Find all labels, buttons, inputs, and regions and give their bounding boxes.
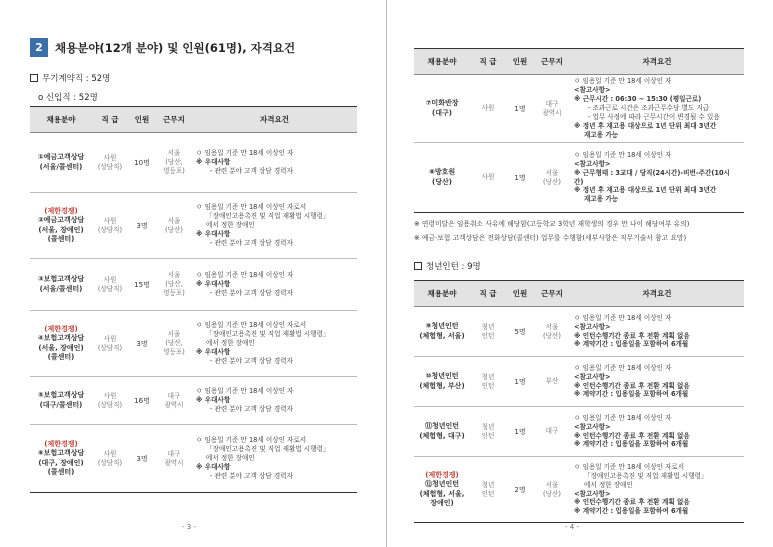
grade-cell: 사원 (상담직) bbox=[92, 193, 128, 259]
field-name-cell bbox=[30, 425, 92, 493]
field-name-cell bbox=[30, 133, 92, 193]
restriction-tag: (제한경쟁) bbox=[425, 470, 459, 479]
workplace-cell: 서울 (당산) bbox=[534, 143, 570, 213]
page-number: - 3 - bbox=[182, 523, 196, 531]
page-left bbox=[0, 0, 386, 547]
count-cell: 1명 bbox=[506, 357, 534, 407]
requirements-cell bbox=[570, 75, 744, 143]
requirement-line: - 관련 분야 고객 상담 경력자 bbox=[210, 404, 293, 413]
requirements-cell bbox=[570, 143, 744, 213]
requirement-line: ※ 인턴수행기간 종료 후 전환 계획 없음 bbox=[574, 498, 690, 507]
subheading-new-hire: o 신입직 : 52명 bbox=[38, 93, 98, 103]
requirement-line: - 관련 분야 고객 상담 경력자 bbox=[210, 356, 293, 365]
table-row bbox=[414, 143, 744, 213]
requirement-line: <참고사항> bbox=[574, 372, 611, 381]
recruit-table-right-bottom bbox=[414, 280, 744, 523]
workplace-cell: 서울 (당산) bbox=[534, 307, 570, 357]
section-header bbox=[30, 38, 295, 57]
column-header: 인원 bbox=[506, 49, 534, 75]
requirement-line: ㅇ 임용일 기준 만 18세 이상인 자 bbox=[196, 387, 294, 396]
requirement-line: - 조과근로 시간은 조과근무수당 별도 지급 bbox=[588, 104, 710, 113]
section-number: 2 bbox=[30, 38, 48, 57]
workplace-cell: 대구 광역시 bbox=[534, 75, 570, 143]
field-name-cell bbox=[30, 193, 92, 259]
workplace-cell: 서울 (당산) bbox=[534, 457, 570, 523]
grade-cell: 사원 bbox=[470, 143, 506, 213]
field-name bbox=[30, 153, 92, 172]
requirements-cell bbox=[192, 377, 357, 425]
workplace-cell: 서울 (당산, 영등포) bbox=[156, 133, 192, 193]
table-row bbox=[30, 425, 357, 493]
requirement-line: ㅇ 임용일 기준 만 18세 이상인 자로서 bbox=[574, 462, 685, 471]
requirements-cell bbox=[192, 425, 357, 493]
page-right bbox=[387, 0, 773, 547]
grade-cell: 청년 인턴 bbox=[470, 357, 506, 407]
requirement-line: ※ 인턴수행기간 종료 후 전환 계획 없음 bbox=[574, 331, 690, 340]
requirement-line: ※ 계약기간 : 입용일을 포함하여 6개월 bbox=[574, 440, 689, 449]
workplace-cell: 대구 광역시 bbox=[156, 377, 192, 425]
subheading-permanent bbox=[30, 72, 110, 84]
requirement-line: ㅇ 임용일 기준 만 18세 이상인 자 bbox=[574, 413, 672, 422]
count-cell: 1명 bbox=[506, 75, 534, 143]
requirement-line: ※ 우대사항 bbox=[196, 396, 231, 405]
requirements-cell bbox=[570, 457, 744, 523]
requirement-line: ※ 정년 후 재고용 대상으로 1년 단위 최대 3년간 bbox=[574, 186, 717, 195]
requirement-line: ㅇ 임용일 기준 만 18세 이상인 자로서 bbox=[196, 321, 307, 330]
column-header: 자격요건 bbox=[570, 281, 744, 307]
field-name bbox=[414, 471, 470, 509]
table-row bbox=[30, 377, 357, 425]
workplace-cell: 서울 (당산) bbox=[156, 193, 192, 259]
field-name-cell bbox=[414, 143, 470, 213]
count-cell: 3명 bbox=[128, 425, 156, 493]
requirement-line: 「장애인고용촉진 및 직업 재활법 시행령」 bbox=[206, 330, 330, 339]
field-name-text: ④보험고객상담 (서울, 장애인) (콜센터) bbox=[37, 334, 85, 361]
field-name bbox=[414, 422, 470, 441]
workplace-cell: 서울 (당산, 영등포) bbox=[156, 311, 192, 377]
requirement-line: ㅇ 임용일 기준 만 18세 이상인 자로서 bbox=[196, 203, 307, 212]
requirement-line: - 업무 사정에 따라 근무시간이 변경될 수 있음 bbox=[588, 112, 720, 121]
field-name-cell bbox=[414, 307, 470, 357]
page-number: - 4 - bbox=[565, 523, 579, 531]
column-header: 근무지 bbox=[534, 281, 570, 307]
note-age: ※ 연령미달은 임용취소 사유에 해당함(고등학교 3학년 재학생의 경우 만 나이 해당여부 유의) bbox=[414, 220, 690, 228]
field-name-cell bbox=[414, 75, 470, 143]
requirements-cell bbox=[570, 407, 744, 457]
field-name bbox=[30, 207, 92, 245]
workplace-cell: 서울 (당산, 영등포) bbox=[156, 259, 192, 311]
count-cell: 2명 bbox=[506, 457, 534, 523]
grade-cell: 사원 (상담직) bbox=[92, 133, 128, 193]
field-name-text: ⑦미화반장 (대구) bbox=[425, 99, 459, 117]
requirements-cell bbox=[192, 311, 357, 377]
column-header: 자격요건 bbox=[570, 49, 744, 75]
requirement-line: ㅇ 임용일 기준 만 18세 이상인 자 bbox=[196, 271, 294, 280]
requirement-line: ※ 우대사항 bbox=[196, 158, 231, 167]
count-cell: 15명 bbox=[128, 259, 156, 311]
requirement-line: 「장애인고용촉진 및 직업 재활법 시행령」 bbox=[206, 212, 330, 221]
field-name bbox=[414, 99, 470, 118]
subheading-text: 무기계약직 : 52명 bbox=[42, 74, 111, 84]
requirement-line: 「장애인고용촉진 및 직업 재활법 시행령」 bbox=[584, 471, 708, 480]
requirement-line: ※ 계약기간 : 입용일을 포함하여 6개월 bbox=[574, 390, 689, 399]
recruit-table-right-top bbox=[414, 48, 744, 213]
requirements-cell bbox=[192, 259, 357, 311]
requirements-cell bbox=[192, 133, 357, 193]
table-row bbox=[30, 193, 357, 259]
table-row bbox=[414, 407, 744, 457]
grade-cell: 사원 bbox=[470, 75, 506, 143]
count-cell: 3명 bbox=[128, 193, 156, 259]
requirement-line: ※ 근무형태 : 3교대 / 당직(24시간)-비번-주간(10시간) bbox=[574, 168, 730, 186]
requirement-line: ※ 우대사항 bbox=[196, 462, 231, 471]
table-row bbox=[414, 357, 744, 407]
field-name-cell bbox=[414, 457, 470, 523]
count-cell: 10명 bbox=[128, 133, 156, 193]
requirement-line: <참고사항> bbox=[574, 159, 611, 168]
requirement-line: ※ 우대사항 bbox=[196, 229, 231, 238]
column-header: 근무지 bbox=[534, 49, 570, 75]
workplace-cell: 대구 광역시 bbox=[156, 425, 192, 493]
grade-cell: 사원 (상담직) bbox=[92, 311, 128, 377]
table-row bbox=[30, 133, 357, 193]
field-name-text: ⑩청년인턴 (체험형, 부산) bbox=[419, 372, 465, 390]
table-row bbox=[414, 307, 744, 357]
table-row bbox=[414, 75, 744, 143]
field-name bbox=[30, 325, 92, 363]
requirement-line: - 관련 분야 고객 상담 경력자 bbox=[210, 471, 293, 480]
requirements-cell bbox=[192, 193, 357, 259]
count-cell: 1명 bbox=[506, 143, 534, 213]
restriction-tag: (제한경쟁) bbox=[44, 439, 78, 448]
requirement-line: <참고사항> bbox=[574, 86, 611, 95]
column-header: 직 급 bbox=[92, 107, 128, 133]
requirement-line: ㅇ 임용일 기준 만 18세 이상인 자 bbox=[574, 77, 672, 86]
requirement-line: <참고사항> bbox=[574, 489, 611, 498]
checkbox-icon bbox=[30, 74, 38, 82]
note-callcenter: ※ 예금·보험 고객상담은 전화상담(콜센터) 업무를 수행함(세부사항은 직무기술서 참고 요망) bbox=[414, 234, 687, 242]
grade-cell: 청년 인턴 bbox=[470, 407, 506, 457]
field-name bbox=[30, 391, 92, 410]
column-header: 인원 bbox=[128, 107, 156, 133]
field-name-cell bbox=[30, 311, 92, 377]
requirement-line: ※ 정년 후 재고용 대상으로 1년 단위 최대 3년간 bbox=[574, 121, 717, 130]
field-name-cell bbox=[414, 357, 470, 407]
field-name-cell bbox=[414, 407, 470, 457]
workplace-cell: 대구 bbox=[534, 407, 570, 457]
count-cell: 1명 bbox=[506, 407, 534, 457]
column-header: 근무지 bbox=[156, 107, 192, 133]
requirement-line: 에서 정한 장애인 bbox=[206, 221, 255, 230]
requirement-line: 에서 정한 장애인 bbox=[206, 454, 255, 463]
requirement-line: 재고용 가능 bbox=[584, 130, 619, 139]
count-cell: 3명 bbox=[128, 311, 156, 377]
requirement-line: ㅇ 임용일 기준 만 18세 이상인 자 bbox=[574, 313, 672, 322]
requirement-line: 에서 정한 장애인 bbox=[206, 339, 255, 348]
field-name-cell bbox=[30, 377, 92, 425]
requirement-line: ※ 계약기간 : 입용일을 포함하여 6개월 bbox=[574, 340, 689, 349]
grade-cell: 청년 인턴 bbox=[470, 307, 506, 357]
field-name-text: ⑨청년인턴 (체험형, 서울) bbox=[419, 322, 465, 340]
count-cell: 16명 bbox=[128, 377, 156, 425]
requirement-line: ㅇ 임용일 기준 만 18세 이상인 자로서 bbox=[196, 436, 307, 445]
restriction-tag: (제한경쟁) bbox=[44, 324, 78, 333]
grade-cell: 사원 (상담직) bbox=[92, 425, 128, 493]
requirement-line: ※ 인턴수행기간 종료 후 전환 계획 없음 bbox=[574, 381, 690, 390]
requirement-line: - 관련 분야 고객 상담 경력자 bbox=[210, 238, 293, 247]
restriction-tag: (제한경쟁) bbox=[44, 206, 78, 215]
recruit-table-left bbox=[30, 106, 357, 493]
requirement-line: ※ 계약기간 : 입용일을 포함하여 6개월 bbox=[574, 507, 689, 516]
column-header: 채용분야 bbox=[414, 281, 470, 307]
grade-cell: 사원 (상담직) bbox=[92, 259, 128, 311]
count-cell: 5명 bbox=[506, 307, 534, 357]
requirement-line: ※ 우대사항 bbox=[196, 280, 231, 289]
table-row bbox=[30, 259, 357, 311]
requirement-line: <참고사항> bbox=[574, 422, 611, 431]
field-name-text: ③보험고객상담 (서울/콜센터) bbox=[37, 275, 85, 293]
field-name bbox=[30, 440, 92, 478]
section-title: 채용분야(12개 분야) 및 인원(61명), 자격요건 bbox=[55, 40, 296, 55]
field-name-text: ①예금고객상담 (서울/콜센터) bbox=[37, 153, 85, 171]
workplace-cell: 부산 bbox=[534, 357, 570, 407]
subheading-text: 청년인턴 : 9명 bbox=[426, 262, 481, 272]
column-header: 자격요건 bbox=[192, 107, 357, 133]
field-name bbox=[414, 168, 470, 187]
requirements-cell bbox=[570, 357, 744, 407]
column-header: 직 급 bbox=[470, 281, 506, 307]
requirements-cell bbox=[570, 307, 744, 357]
field-name-text: ⑤보험고객상담 (대구/콜센터) bbox=[37, 391, 85, 409]
requirement-line: 재고용 가능 bbox=[584, 195, 619, 204]
subheading-intern bbox=[414, 260, 481, 272]
field-name-text: ⑧방호원 (당산) bbox=[428, 168, 456, 186]
field-name-text: ⑫청년인턴 (체험형, 서울, 장애인) bbox=[419, 480, 465, 507]
requirement-line: ㅇ 임용일 기준 만 18세 이상인 자 bbox=[574, 363, 672, 372]
requirement-line: 에서 정한 장애인 bbox=[584, 480, 633, 489]
grade-cell: 사원 (상담직) bbox=[92, 377, 128, 425]
field-name bbox=[414, 322, 470, 341]
requirement-line: 「장애인고용촉진 및 직업 재활법 시행령」 bbox=[206, 445, 330, 454]
requirement-line: ㅇ 임용일 기준 만 18세 이상인 자 bbox=[574, 150, 672, 159]
field-name-text: ⑪청년인턴 (체험형, 대구) bbox=[419, 422, 465, 440]
column-header: 채용분야 bbox=[414, 49, 470, 75]
column-header: 직 급 bbox=[470, 49, 506, 75]
requirement-line: <참고사항> bbox=[574, 322, 611, 331]
field-name-text: ②예금고객상담 (서울, 장애인) (콜센터) bbox=[37, 216, 85, 243]
checkbox-icon bbox=[414, 262, 422, 270]
requirement-line: ※ 근무시간 : 06:30 ~ 15:30 (평일근로) bbox=[574, 95, 702, 104]
requirement-line: - 관련 분야 고객 상담 경력자 bbox=[210, 288, 293, 297]
requirement-line: - 관련 분야 고객 상담 경력자 bbox=[210, 166, 293, 175]
table-row bbox=[414, 457, 744, 523]
table-row bbox=[30, 311, 357, 377]
requirement-line: ※ 인턴수행기간 종료 후 전환 계획 없음 bbox=[574, 431, 690, 440]
grade-cell: 청년 인턴 bbox=[470, 457, 506, 523]
column-header: 인원 bbox=[506, 281, 534, 307]
field-name-cell bbox=[30, 259, 92, 311]
field-name bbox=[414, 372, 470, 391]
field-name-text: ⑥보험고객상담 (대구, 장애인) (콜센터) bbox=[37, 449, 85, 476]
requirement-line: ※ 우대사항 bbox=[196, 347, 231, 356]
column-header: 채용분야 bbox=[30, 107, 92, 133]
requirement-line: ㅇ 임용일 기준 만 18세 이상인 자 bbox=[196, 149, 294, 158]
field-name bbox=[30, 275, 92, 294]
